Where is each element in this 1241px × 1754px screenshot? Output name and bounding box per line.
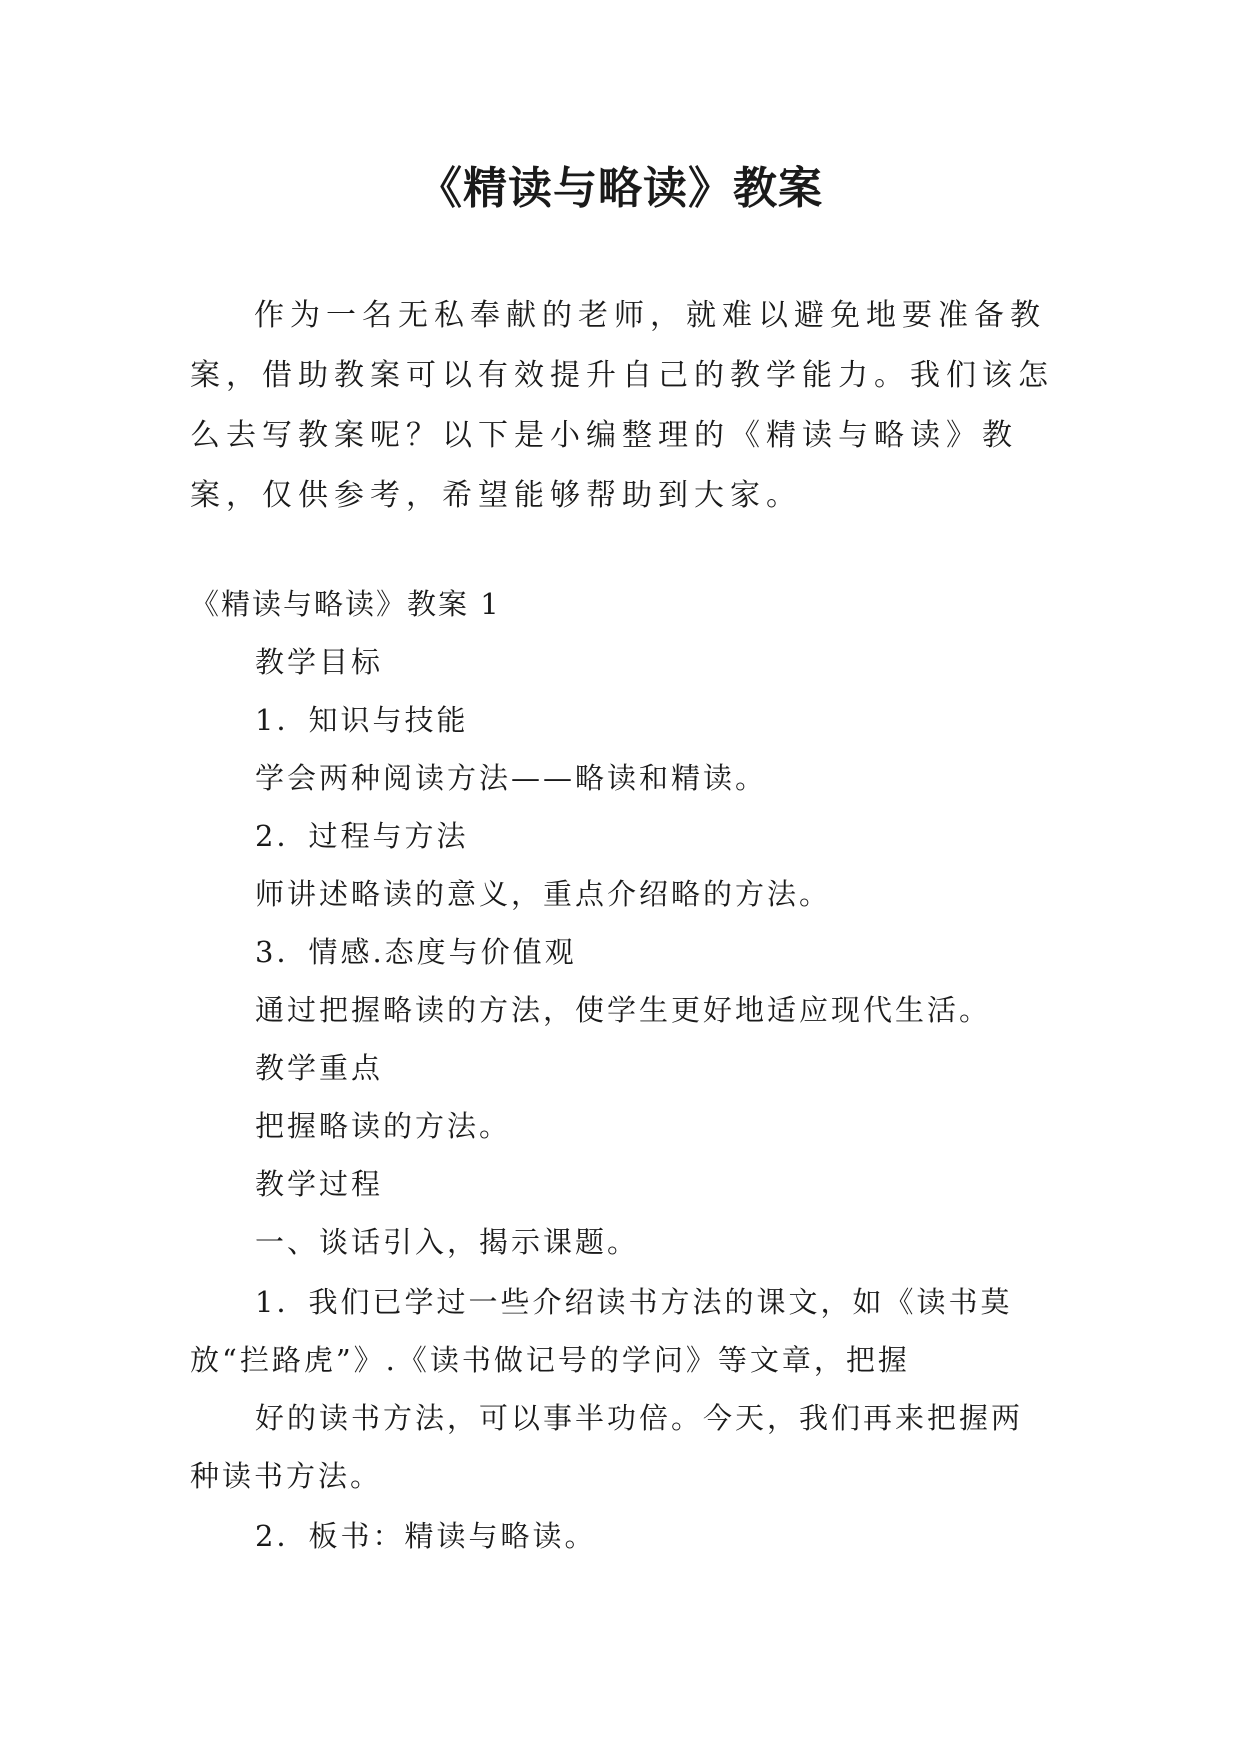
intro-paragraph: 作为一名无私奉献的老师，就难以避免地要准备教案，借助教案可以有效提升自己的教学能力。我们该怎么去写教案呢？以下是小编整理的《精读与略读》教案，仅供参考，希望能够帮助到大家。	[190, 298, 1054, 513]
process-text-line-2: 放“拦路虎”》.《读书做记号的学问》等文章，把握	[190, 1343, 910, 1377]
goal-3-title: 3．情感.态度与价值观	[255, 935, 577, 969]
key-points-text: 把握略读的方法。	[255, 1109, 512, 1143]
heading-process: 教学过程	[255, 1167, 384, 1201]
document-title: 《精读与略读》教案	[418, 163, 823, 214]
goal-2-title: 2．过程与方法	[255, 819, 469, 853]
goal-2-text: 师讲述略读的意义，重点介绍略的方法。	[255, 877, 832, 911]
section-heading: 《精读与略读》教案 1	[190, 587, 501, 621]
heading-teaching-goals: 教学目标	[255, 645, 384, 679]
goal-3-text: 通过把握略读的方法，使学生更好地适应现代生活。	[255, 993, 992, 1027]
process-text-line-1: 1．我们已学过一些介绍读书方法的课文，如《读书莫	[255, 1285, 1013, 1319]
process-step-1: 一、谈话引入，揭示课题。	[255, 1225, 640, 1259]
goal-1-text: 学会两种阅读方法——略读和精读。	[255, 761, 768, 795]
process-text-line-3: 好的读书方法，可以事半功倍。今天，我们再来把握两	[255, 1401, 1024, 1435]
process-board-writing: 2．板书：精读与略读。	[255, 1519, 597, 1553]
process-text-line-4: 种读书方法。	[190, 1459, 383, 1493]
goal-1-title: 1．知识与技能	[255, 703, 469, 737]
heading-key-points: 教学重点	[255, 1051, 384, 1085]
